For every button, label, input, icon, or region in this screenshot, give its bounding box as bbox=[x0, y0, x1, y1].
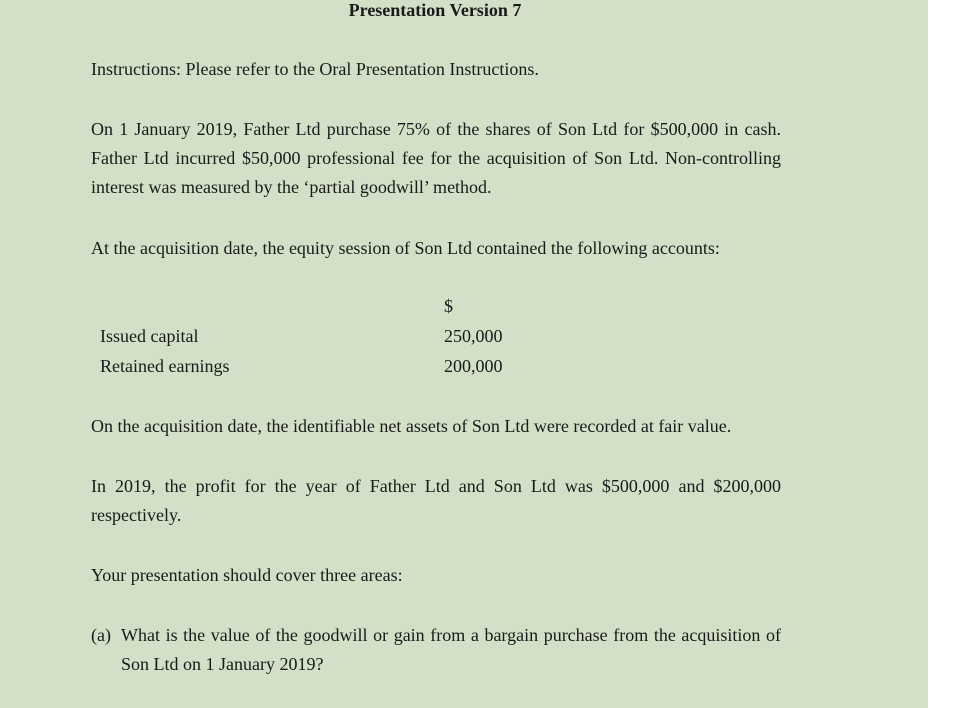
equity-intro-paragraph: At the acquisition date, the equity session of Son Ltd contained the following accounts: bbox=[91, 238, 720, 258]
fair-value-paragraph: On the acquisition date, the identifiable net assets of Son Ltd were recorded at fair value. bbox=[91, 416, 732, 436]
page-margin bbox=[928, 0, 958, 708]
profit-paragraph: In 2019, the profit for the year of Father Ltd and Son Ltd was $500,000 and $200,000 respectively. bbox=[91, 476, 781, 525]
table-row-label: Issued capital bbox=[100, 326, 199, 346]
question-label: (a) bbox=[91, 625, 111, 645]
table-row-value: 200,000 bbox=[444, 356, 503, 376]
instructions-text: Instructions: Please refer to the Oral Presentation Instructions. bbox=[91, 59, 539, 79]
currency-header: $ bbox=[444, 296, 453, 316]
acquisition-paragraph: On 1 January 2019, Father Ltd purchase 75% of the shares of Son Ltd for $500,000 in cash. Father Ltd incurred $50,000 professional fee for the acquisition of Son Ltd. Non-controlling interest was measured by the ‘partial goodwill’ method. bbox=[91, 119, 781, 197]
document-title: Presentation Version 7 bbox=[348, 0, 522, 20]
cover-paragraph: Your presentation should cover three areas: bbox=[91, 565, 403, 585]
question-text: What is the value of the goodwill or gain from a bargain purchase from the acquisition of Son Ltd on 1 January 2019? bbox=[121, 625, 781, 674]
table-row-value: 250,000 bbox=[444, 326, 503, 346]
table-row-label: Retained earnings bbox=[100, 356, 230, 376]
